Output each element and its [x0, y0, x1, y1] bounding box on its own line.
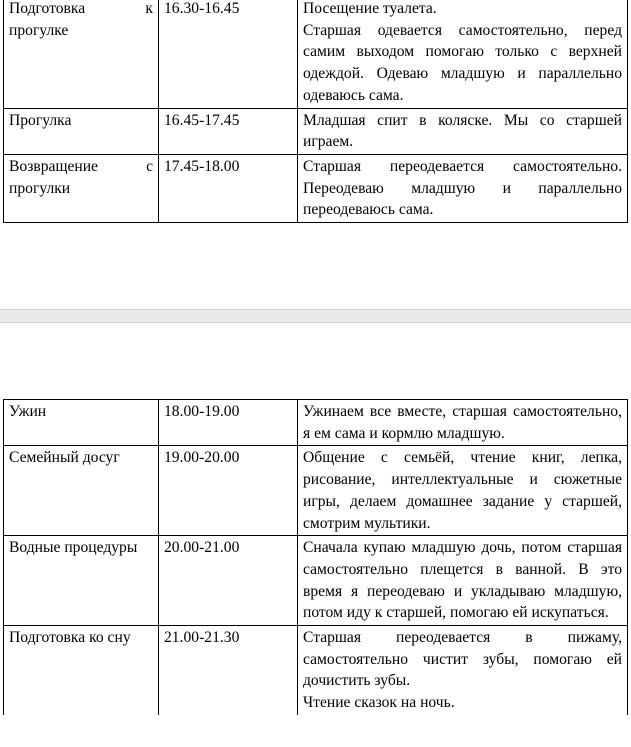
- activity-cell: Ужин: [4, 400, 159, 446]
- time-cell: 19.00-20.00: [159, 446, 298, 536]
- activity-cell: Возвращение с прогулки: [4, 154, 159, 222]
- table-row: [4, 108, 628, 154]
- description-cell: Ужинаем все вместе, старшая самостоятельно, я ем сама и кормлю младшую.: [298, 400, 628, 446]
- table-row: [4, 0, 628, 108]
- table-row: [4, 446, 628, 536]
- time-cell: 17.45-18.00: [159, 154, 298, 222]
- description-cell: Общение с семьёй, чтение книг, лепка, рисование, интеллектуальные и сюжетные игры, делаем домашнее задание у старшей, смотрим мультики.: [298, 446, 628, 536]
- description-cell: Младшая спит в коляске. Мы со старшей играем.: [298, 108, 628, 154]
- table-row: [4, 626, 628, 715]
- activity-cell: Семейный досуг: [4, 446, 159, 536]
- time-cell: 20.00-21.00: [159, 536, 298, 626]
- time-cell: 16.45-17.45: [159, 108, 298, 154]
- page-separator: [0, 309, 631, 323]
- table-row: [4, 536, 628, 626]
- table-row: [4, 154, 628, 222]
- description-cell: Сначала купаю младшую дочь, потом старшая самостоятельно плещется в ванной. В это время я переодеваю и укладываю младшую, потом иду к старшей, помогаю ей искупаться.: [298, 536, 628, 626]
- activity-cell: Подготовка к прогулке: [4, 0, 159, 108]
- description-cell: Посещение туалета. Старшая одевается самостоятельно, перед самим выходом помогаю только с верхней одеждой. Одеваю младшую и параллельно одеваюсь сама.: [298, 0, 628, 108]
- schedule-table-top: [3, 0, 628, 223]
- time-cell: 21.00-21.30: [159, 626, 298, 715]
- time-cell: 18.00-19.00: [159, 400, 298, 446]
- time-cell: 16.30-16.45: [159, 0, 298, 108]
- description-cell: Старшая переодевается самостоятельно. Переодеваю младшую и параллельно переодеваюсь сама.: [298, 154, 628, 222]
- activity-cell: Подготовка ко сну: [4, 626, 159, 715]
- document-page-top: [0, 0, 631, 309]
- schedule-table-bottom: [3, 399, 628, 715]
- activity-cell: Водные процедуры: [4, 536, 159, 626]
- table-row: [4, 400, 628, 446]
- description-cell: Старшая переодевается в пижаму, самостоятельно чистит зубы, помогаю ей дочистить зубы. Чтение сказок на ночь.: [298, 626, 628, 715]
- activity-cell: Прогулка: [4, 108, 159, 154]
- document-page-bottom: [0, 323, 631, 747]
